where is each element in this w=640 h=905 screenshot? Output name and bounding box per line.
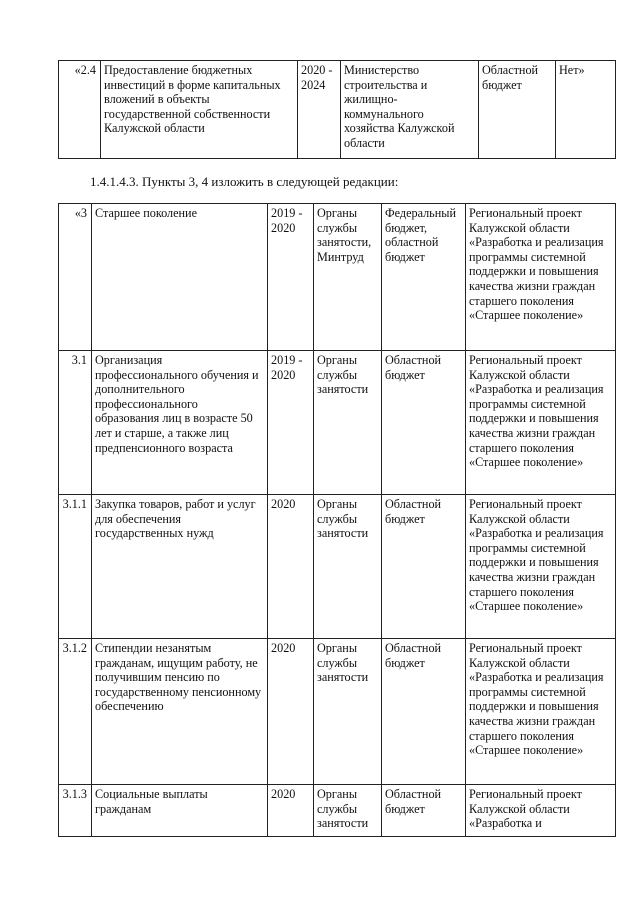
table-row [59,351,616,495]
row-executor: Органы службы занятости, Минтруд [314,204,382,351]
row-period: 2020 - 2024 [298,61,341,159]
row-name: Организация профессионального обучения и дополнительного профессионального образования лиц в возрасте 50 лет и старше, а также лиц предпенсионного возраста [92,351,268,495]
row-project: Региональный проект Калужской области «Разработка и реализация программы системной поддержки и повышения качества жизни граждан старшего поколения «Старшее поколение» [466,639,616,785]
row-executor: Органы службы занятости [314,639,382,785]
row-executor: Органы службы занятости [314,495,382,639]
row-number: «2.4 [59,61,101,159]
row-number: «3 [59,204,92,351]
row-source: Областной бюджет [479,61,556,159]
table-row [59,639,616,785]
main-table [58,203,616,837]
row-executor: Органы службы занятости [314,785,382,837]
row-name: Предоставление бюджетных инвестиций в форме капитальных вложений в объекты государственной собственности Калужской области [101,61,298,159]
row-period: 2020 [268,639,314,785]
row-source: Федеральный бюджет, областной бюджет [382,204,466,351]
row-project: Нет» [556,61,616,159]
row-source: Областной бюджет [382,785,466,837]
row-period: 2019 - 2020 [268,351,314,495]
top-table [58,60,616,159]
row-name: Закупка товаров, работ и услуг для обеспечения государственных нужд [92,495,268,639]
row-source: Областной бюджет [382,351,466,495]
paragraph-text: 1.4.1.4.3. Пункты 3, 4 изложить в следующей редакции: [90,174,399,189]
row-name: Старшее поколение [92,204,268,351]
row-number: 3.1 [59,351,92,495]
table-row [59,785,616,837]
row-name: Социальные выплаты гражданам [92,785,268,837]
row-project: Региональный проект Калужской области «Разработка и реализация программы системной поддержки и повышения качества жизни граждан старшего поколения «Старшее поколение» [466,204,616,351]
row-project: Региональный проект Калужской области «Разработка и [466,785,616,837]
row-number: 3.1.3 [59,785,92,837]
row-period: 2020 [268,495,314,639]
row-executor: Министерство строительства и жилищно-коммунального хозяйства Калужской области [341,61,479,159]
row-name: Стипендии незанятым гражданам, ищущим работу, не получившим пенсию по государственному пенсионному обеспечению [92,639,268,785]
row-project: Региональный проект Калужской области «Разработка и реализация программы системной поддержки и повышения качества жизни граждан старшего поколения «Старшее поколение» [466,495,616,639]
row-number: 3.1.2 [59,639,92,785]
row-period: 2019 - 2020 [268,204,314,351]
row-number: 3.1.1 [59,495,92,639]
row-period: 2020 [268,785,314,837]
table-row [59,61,616,159]
row-executor: Органы службы занятости [314,351,382,495]
table-row [59,204,616,351]
table-row [59,495,616,639]
row-source: Областной бюджет [382,639,466,785]
row-project: Региональный проект Калужской области «Разработка и реализация программы системной поддержки и повышения качества жизни граждан старшего поколения «Старшее поколение» [466,351,616,495]
row-source: Областной бюджет [382,495,466,639]
